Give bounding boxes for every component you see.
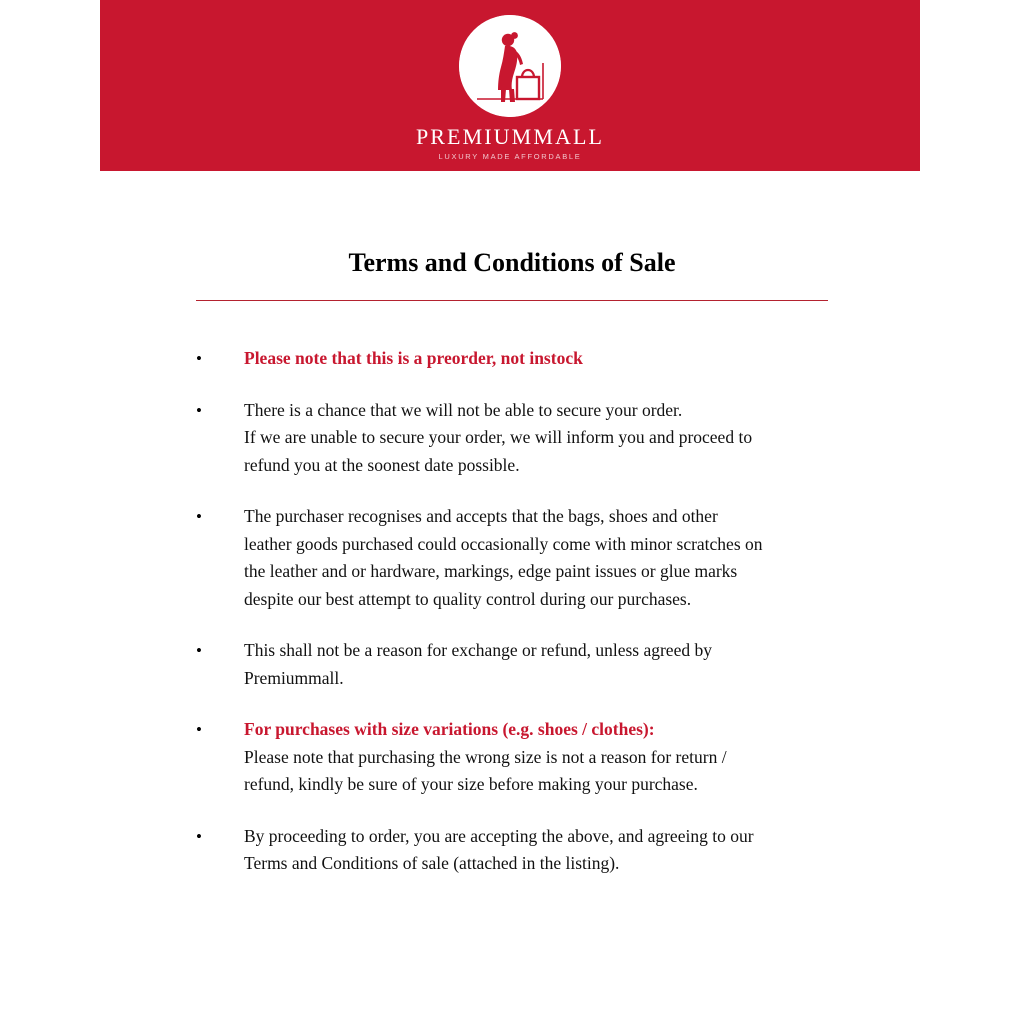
page-title: Terms and Conditions of Sale — [348, 248, 676, 277]
bullet-marker: • — [196, 400, 202, 420]
list-item-heading: For purchases with size variations (e.g. shoes / clothes): — [244, 719, 655, 739]
list-item-line: leather goods purchased could occasionally come with minor scratches on — [244, 533, 763, 554]
list-item-text — [244, 637, 856, 692]
logo-block — [416, 15, 604, 161]
brand-name: PREMIUMMALL — [415, 123, 605, 149]
list-item-line: If we are unable to secure your order, we will inform you and proceed to — [244, 427, 753, 447]
list-item-text — [244, 345, 856, 373]
list-item-text — [244, 503, 856, 613]
list-item-line: There is a chance that we will not be able to secure your order. — [244, 399, 683, 420]
bullet-marker: • — [196, 826, 202, 846]
brand-banner — [100, 0, 920, 171]
list-item-line: By proceeding to order, you are accepting the above, and agreeing to our — [244, 825, 754, 846]
list-item-line: refund, kindly be sure of your size before making your purchase. — [244, 774, 698, 794]
list-item — [196, 637, 856, 692]
list-item-line: Terms and Conditions of sale (attached in the listing). — [244, 853, 620, 873]
list-item-line: Please note that purchasing the wrong size is not a reason for return / — [244, 746, 727, 767]
bullet-marker: • — [196, 641, 202, 660]
list-item-line: The purchaser recognises and accepts that the bags, shoes and other — [244, 506, 718, 526]
list-item — [196, 716, 856, 799]
list-item-line: This shall not be a reason for exchange or refund, unless agreed by — [244, 640, 712, 660]
terms-list — [196, 345, 856, 902]
list-item-line: despite our best attempt to quality control during our purchases. — [244, 588, 692, 609]
list-item — [196, 345, 856, 373]
bullet-marker: • — [196, 507, 202, 526]
bullet-marker: • — [196, 720, 202, 739]
brand-tagline: LUXURY MADE AFFORDABLE — [438, 151, 582, 161]
list-item-text — [244, 716, 856, 799]
list-item-line: Please note that this is a preorder, not instock — [244, 348, 583, 368]
list-item-line: refund you at the soonest date possible. — [244, 454, 520, 475]
list-item-text — [244, 823, 856, 878]
woman-with-handbag-icon — [459, 15, 561, 117]
list-item — [196, 823, 856, 878]
list-item-text — [244, 397, 856, 480]
bullet-marker: • — [196, 349, 202, 368]
title-divider — [196, 300, 828, 301]
list-item — [196, 397, 856, 480]
list-item — [196, 503, 856, 613]
list-item-line: Premiummall. — [244, 667, 344, 688]
list-item-line: the leather and or hardware, markings, edge paint issues or glue marks — [244, 561, 738, 581]
